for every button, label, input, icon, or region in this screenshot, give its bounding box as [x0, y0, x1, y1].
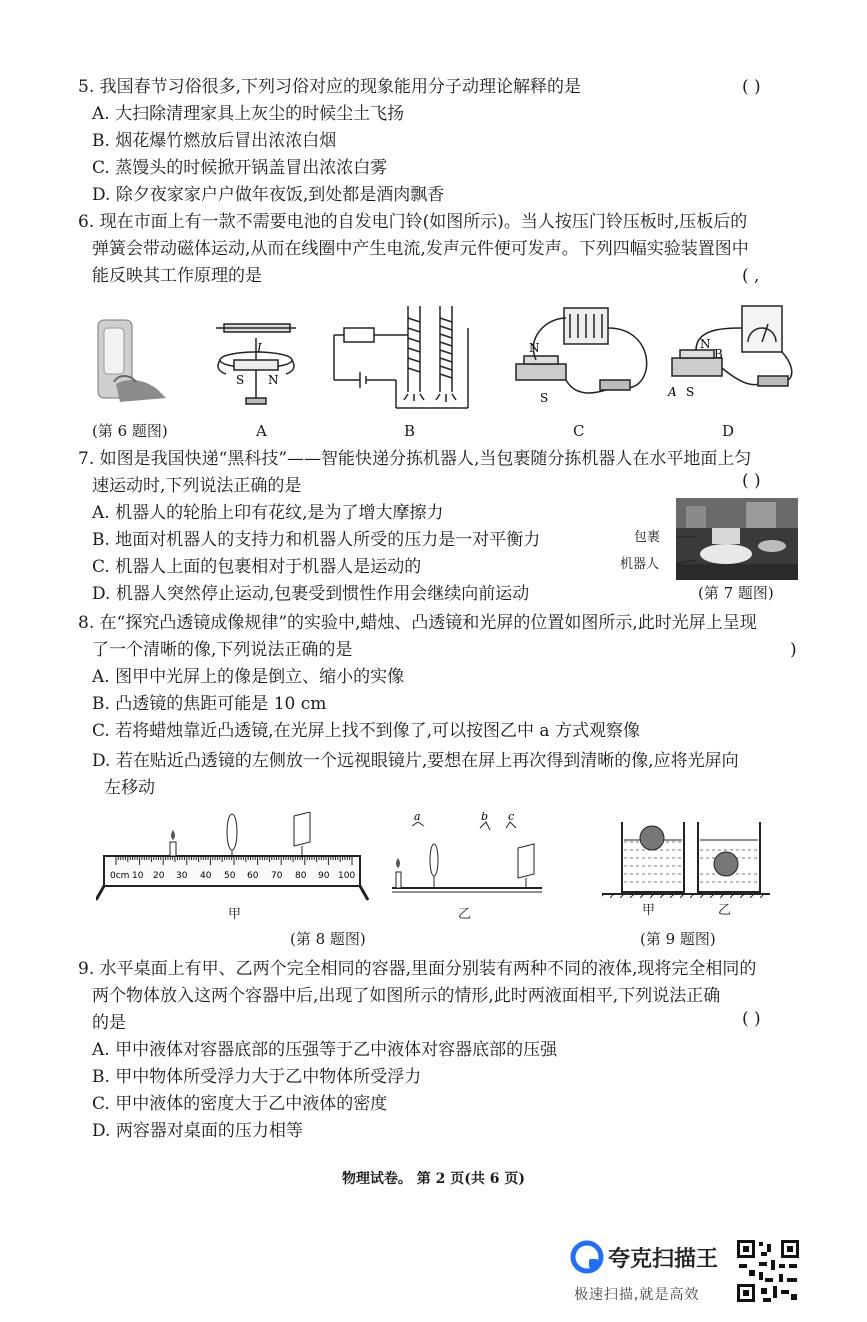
- q8-option-d: D. 若在贴近凸透镜的左侧放一个远视眼镜片,要想在屏上再次得到清晰的像,应将光屏向: [92, 751, 739, 771]
- q7-option-d: D. 机器人突然停止运动,包裹受到惯性作用会继续向前运动: [92, 584, 530, 604]
- fig6-a-I-label: I: [257, 341, 262, 355]
- q9-figure-jia-label: 甲: [642, 903, 656, 918]
- q9-figure-yi-label: 乙: [718, 903, 732, 918]
- q6-stem-line-1: 6. 现在市面上有一款不需要电池的自发电门铃(如图所示)。当人按压门铃压板时,压板后的: [78, 212, 748, 232]
- q6-option-a-label: A: [256, 422, 267, 440]
- q8-option-c: C. 若将蜡烛靠近凸透镜,在光屏上找不到像了,可以按图乙中 a 方式观察像: [92, 721, 640, 741]
- q8-figure-jia-label: 甲: [228, 907, 242, 922]
- q6-figure-caption: (第 6 题图): [92, 422, 168, 440]
- q7-stem-line-1: 7. 如图是我国快递“黑科技”——智能快递分拣机器人,当包裹随分拣机器人在水平地面上匀: [78, 449, 752, 469]
- q9-stem-line-2: 两个物体放入这两个容器中后,出现了如图所示的情形,此时两液面相平,下列说法正确: [92, 986, 721, 1006]
- q8-figure-yi: [388, 812, 548, 896]
- q6-answer-bracket: ( ,: [742, 266, 760, 286]
- q7-robot-label: 机器人: [620, 557, 660, 572]
- fig8-yi-b: b: [481, 812, 489, 823]
- q6-figure: [96, 298, 796, 418]
- scanner-slogan: 极速扫描,就是高效: [574, 1287, 700, 1303]
- q6-option-c-label: C: [573, 422, 585, 440]
- fig6-a-N-label: N: [268, 373, 279, 387]
- q9-figure-caption: (第 9 题图): [640, 930, 716, 948]
- q8-option-d-cont: 左移动: [104, 778, 155, 798]
- fig6-c-N-label: N: [529, 341, 540, 355]
- q9-answer-bracket: ( ): [742, 1009, 761, 1029]
- fig8-yi-a: a: [414, 812, 421, 823]
- q7-option-b: B. 地面对机器人的支持力和机器人所受的压力是一对平衡力: [92, 530, 541, 550]
- q7-option-c: C. 机器人上面的包裹相对于机器人是运动的: [92, 557, 422, 577]
- svg-text:70: 70: [271, 871, 283, 881]
- q9-option-d: D. 两容器对桌面的压力相等: [92, 1121, 303, 1141]
- svg-text:60: 60: [247, 871, 259, 881]
- q6-option-d-label: D: [722, 422, 735, 440]
- q5-option-c: C. 蒸馒头的时候掀开锅盖冒出浓浓白雾: [92, 158, 388, 178]
- svg-text:50: 50: [224, 871, 236, 881]
- q8-figure-caption: (第 8 题图): [290, 930, 366, 948]
- scanner-brand-name: 夸克扫描王: [608, 1247, 719, 1272]
- q5-option-a: A. 大扫除清理家具上灰尘的时候尘土飞扬: [92, 104, 405, 124]
- q9-stem-line-1: 9. 水平桌面上有甲、乙两个完全相同的容器,里面分别装有两种不同的液体,现将完全相同的: [78, 959, 757, 979]
- q8-stem-line-1: 8. 在“探究凸透镜成像规律”的实验中,蜡烛、凸透镜和光屏的位置如图所示,此时光屏上呈现: [78, 613, 757, 633]
- qr-code-icon: [735, 1238, 801, 1304]
- q8-stem-line-2: 了一个清晰的像,下列说法正确的是: [92, 640, 353, 660]
- q9-option-b: B. 甲中物体所受浮力大于乙中物体所受浮力: [92, 1067, 422, 1087]
- q5-option-d: D. 除夕夜家家户户做年夜饭,到处都是酒肉飘香: [92, 185, 445, 205]
- q5-stem: 5. 我国春节习俗很多,下列习俗对应的现象能用分子动理论解释的是: [78, 77, 582, 97]
- q7-stem-line-2: 速运动时,下列说法正确的是: [92, 476, 302, 496]
- svg-text:100: 100: [338, 871, 356, 881]
- q5-option-b: B. 烟花爆竹燃放后冒出浓浓白烟: [92, 131, 337, 151]
- q6-option-b-label: B: [404, 422, 416, 440]
- fig6-d-N-label: N: [700, 337, 711, 351]
- scanner-logo-icon: [570, 1240, 604, 1274]
- apparatus-b: [334, 306, 468, 408]
- q8-figure-jia: [96, 812, 376, 902]
- q8-option-a: A. 图甲中光屏上的像是倒立、缩小的实像: [92, 667, 405, 687]
- fig6-d-A-label: A: [668, 385, 677, 399]
- q9-stem-line-3: 的是: [92, 1013, 126, 1033]
- page-footer: 物理试卷。 第 2 页(共 6 页): [341, 1171, 526, 1187]
- svg-text:40: 40: [200, 871, 212, 881]
- fig6-d-S-label: S: [686, 385, 695, 399]
- q9-option-a: A. 甲中液体对容器底部的压强等于乙中液体对容器底部的压强: [92, 1040, 558, 1060]
- svg-text:0cm: 0cm: [110, 871, 130, 881]
- q7-option-a: A. 机器人的轮胎上印有花纹,是为了增大摩擦力: [92, 503, 444, 523]
- svg-text:10: 10: [132, 871, 144, 881]
- fig6-c-S-label: S: [540, 391, 549, 405]
- q8-answer-bracket: ): [790, 640, 797, 660]
- fig6-d-B-label: B: [714, 347, 723, 361]
- q7-answer-bracket: ( ): [742, 471, 761, 491]
- svg-text:30: 30: [176, 871, 188, 881]
- fig8-yi-c: c: [508, 812, 515, 823]
- fig6-a-S-label: S: [236, 373, 245, 387]
- doorbell-image: [98, 320, 166, 402]
- q9-figure: [602, 818, 772, 898]
- q6-stem-line-2: 弹簧会带动磁体运动,从而在线圈中产生电流,发声元件便可发声。下列四幅实验装置图中: [92, 239, 749, 259]
- q8-option-b: B. 凸透镜的焦距可能是 10 cm: [92, 694, 327, 714]
- q6-stem-line-3: 能反映其工作原理的是: [92, 266, 262, 286]
- q7-figure-caption: (第 7 题图): [698, 584, 774, 602]
- svg-text:80: 80: [295, 871, 307, 881]
- q9-option-c: C. 甲中液体的密度大于乙中液体的密度: [92, 1094, 388, 1114]
- apparatus-a: [216, 324, 296, 404]
- svg-text:90: 90: [318, 871, 330, 881]
- svg-text:20: 20: [153, 871, 165, 881]
- q5-answer-bracket: ( ): [742, 77, 761, 97]
- q7-package-label: 包裹: [634, 530, 661, 545]
- apparatus-d: [672, 306, 792, 386]
- q8-figure-yi-label: 乙: [458, 907, 472, 922]
